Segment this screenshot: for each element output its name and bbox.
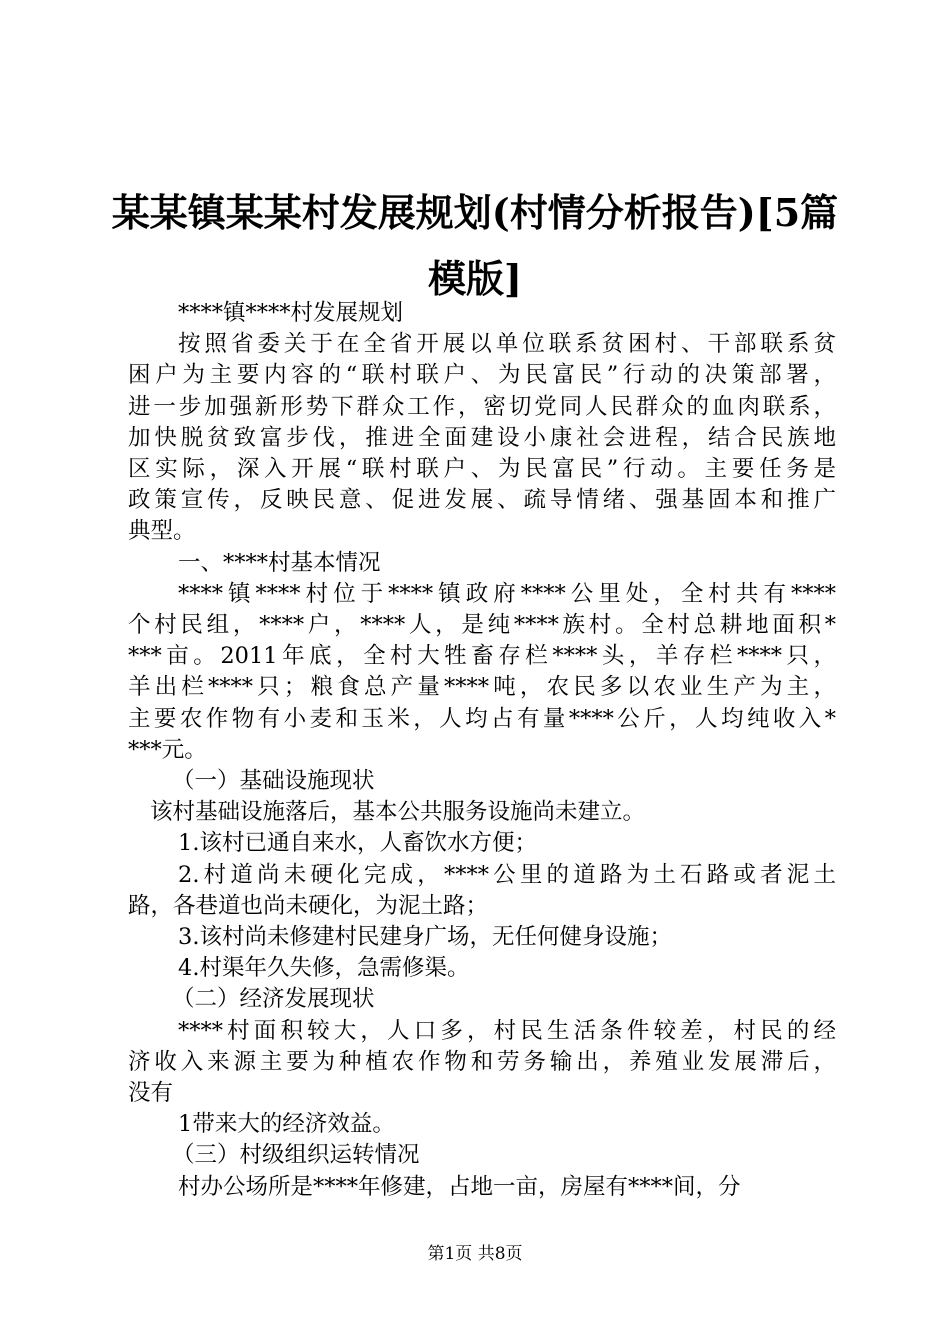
paragraph-line: 该村基础设施落后，基本公共服务设施尚未建立。 (150, 799, 646, 826)
document-title (110, 180, 840, 312)
paragraph-line: ****镇****村发展规划 (178, 300, 404, 326)
paragraph-line: （一）基础设施现状 (172, 768, 375, 795)
paragraph-line: ***元。 (128, 736, 207, 763)
paragraph-line: 村办公场所是****年修建，占地一亩，房屋有****间，分 (178, 1173, 741, 1200)
paragraph (128, 766, 836, 797)
paragraph-line: 典型。 (128, 518, 196, 545)
paragraph-line: 按照省委关于在全省开展以单位联系贫困村、干部联系贫 (178, 331, 836, 358)
paragraph-line: ****镇****村位于****镇政府****公里处，全村共有**** (178, 580, 836, 607)
paragraph (128, 828, 836, 859)
document-body (128, 298, 836, 1203)
paragraph (128, 329, 836, 547)
paragraph-line: 3.该村尚未修建村民建身广场，无任何健身设施； (178, 924, 672, 951)
paragraph-line: 区实际，深入开展“联村联户、为民富民”行动。主要任务是 (128, 456, 836, 483)
paragraph-line: 路，各巷道也尚未硬化，为泥土路； (128, 892, 489, 919)
paragraph (128, 984, 836, 1015)
paragraph-line: 4.村渠年久失修，急需修渠。 (178, 955, 470, 982)
paragraph-line: 2.村道尚未硬化完成，****公里的道路为土石路或者泥土 (178, 861, 836, 888)
paragraph-line: 羊出栏****只；粮食总产量****吨，农民多以农业生产为主， (128, 674, 836, 701)
paragraph (128, 548, 836, 579)
paragraph (128, 298, 836, 329)
paragraph-line: 主要农作物有小麦和玉米，人均占有量****公斤，人均纯收入* (128, 705, 836, 732)
paragraph (128, 860, 836, 922)
paragraph (128, 579, 836, 766)
paragraph (128, 953, 836, 984)
paragraph (128, 1172, 836, 1203)
paragraph (128, 1016, 836, 1110)
paragraph (128, 797, 836, 828)
paragraph (128, 922, 836, 953)
paragraph-line: 政策宣传，反映民意、促进发展、疏导情绪、强基固本和推广 (128, 487, 836, 514)
paragraph-line: 1带来大的经济效益。 (178, 1111, 395, 1138)
title-line: 模版] (428, 256, 522, 301)
paragraph-line: 没有 (128, 1080, 174, 1107)
paragraph (128, 1109, 836, 1140)
title-line: 某某镇某某村发展规划(村情分析报告)[5篇 (111, 190, 839, 235)
paragraph (128, 1140, 836, 1171)
page-footer: 第1页 共8页 (427, 1244, 523, 1264)
paragraph-line: 个村民组，****户，****人，是纯****族村。全村总耕地面积* (128, 612, 836, 639)
paragraph-line: （二）经济发展现状 (172, 986, 375, 1013)
paragraph-line: （三）村级组织运转情况 (172, 1142, 420, 1169)
paragraph-line: ****村面积较大，人口多，村民生活条件较差，村民的经 (178, 1017, 836, 1044)
paragraph-line: 一、****村基本情况 (178, 549, 381, 576)
paragraph-line: 加快脱贫致富步伐，推进全面建设小康社会进程，结合民族地 (128, 424, 836, 451)
paragraph-line: 困户为主要内容的“联村联户、为民富民”行动的决策部署， (128, 362, 836, 389)
paragraph-line: ***亩。2011年底，全村大牲畜存栏****头，羊存栏****只， (128, 643, 836, 670)
paragraph-line: 济收入来源主要为种植农作物和劳务输出，养殖业发展滞后， (128, 1048, 836, 1075)
paragraph-line: 1.该村已通自来水，人畜饮水方便； (178, 830, 537, 857)
paragraph-line: 进一步加强新形势下群众工作，密切党同人民群众的血肉联系， (128, 393, 836, 420)
